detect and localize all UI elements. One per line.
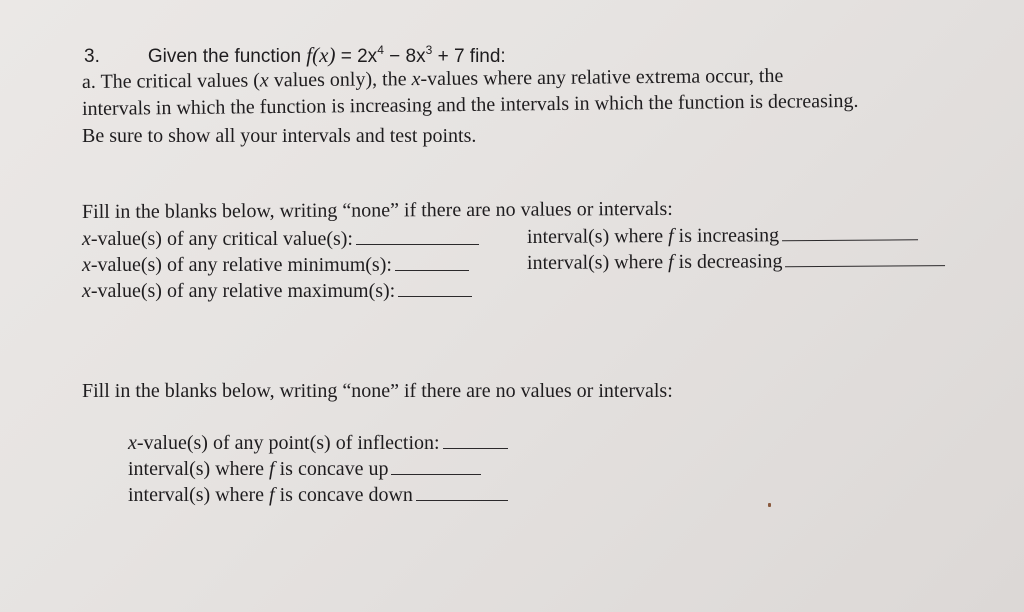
critical-value-blank[interactable] — [356, 226, 479, 245]
function-equals: = 2x — [335, 46, 378, 67]
part-a-text: a. The critical values ( — [81, 69, 260, 93]
problem-header — [84, 43, 506, 69]
relative-min-label: -value(s) of any relative minimum(s): — [90, 254, 392, 276]
relative-min-blank[interactable] — [395, 252, 469, 271]
concave-down-row — [128, 482, 508, 507]
part-a-text: -values where any relative extrema occur, the — [420, 64, 784, 91]
decreasing-blank[interactable] — [785, 247, 945, 267]
f-variable: f — [667, 250, 674, 274]
increasing-blank[interactable] — [782, 221, 918, 241]
concave-up-row — [128, 456, 481, 481]
concave-up-blank[interactable] — [391, 456, 481, 475]
x-variable: x — [82, 254, 91, 276]
inflection-row — [128, 430, 508, 455]
part-a-line2: intervals in which the function is increasing and the intervals in which the function is decreasing. — [81, 89, 859, 120]
function-lhs: f(x) — [306, 43, 336, 67]
exponent-3: 3 — [425, 43, 433, 57]
increasing-label: is increasing — [673, 224, 780, 247]
function-tail: + 7 find: — [432, 46, 506, 67]
inflection-label: -value(s) of any point(s) of inflection: — [136, 432, 440, 454]
increasing-row — [527, 221, 918, 249]
function-minus: − 8x — [383, 46, 426, 67]
f-variable: f — [269, 458, 275, 480]
pen-mark — [768, 503, 771, 507]
relative-max-blank[interactable] — [398, 278, 472, 297]
part-a-text: values only), the — [268, 68, 412, 92]
x-variable: x — [259, 69, 269, 92]
concave-down-label: interval(s) where — [128, 484, 270, 506]
concave-up-label: is concave up — [274, 458, 389, 480]
part-a-line1 — [82, 64, 784, 94]
problem-intro: Given the function — [147, 46, 302, 67]
decreasing-label: interval(s) where — [526, 251, 669, 274]
concave-down-blank[interactable] — [416, 482, 508, 501]
increasing-label: interval(s) where — [526, 225, 669, 248]
x-variable: x — [411, 68, 421, 91]
section2-instruction: Fill in the blanks below, writing “none” if there are no values or intervals: — [82, 380, 673, 402]
concave-up-label: interval(s) where — [128, 458, 270, 480]
x-variable: x — [82, 228, 91, 250]
part-a-line3: Be sure to show all your intervals and test points. — [82, 125, 477, 147]
concave-down-label: is concave down — [274, 484, 413, 506]
relative-max-label: -value(s) of any relative maximum(s): — [90, 280, 396, 302]
relative-min-row — [82, 252, 469, 277]
x-variable: x — [82, 280, 91, 302]
critical-value-label: -value(s) of any critical value(s): — [90, 228, 353, 250]
section1-instruction: Fill in the blanks below, writing “none” if there are no values or intervals: — [81, 197, 673, 223]
exponent-4: 4 — [377, 43, 384, 57]
relative-max-row — [82, 278, 472, 303]
problem-number: 3. — [84, 46, 100, 67]
x-variable: x — [128, 432, 137, 454]
f-variable: f — [667, 224, 674, 248]
decreasing-row — [527, 247, 946, 275]
f-variable: f — [269, 484, 275, 506]
decreasing-label: is decreasing — [673, 250, 783, 273]
critical-value-row — [82, 226, 479, 251]
inflection-blank[interactable] — [443, 430, 508, 449]
